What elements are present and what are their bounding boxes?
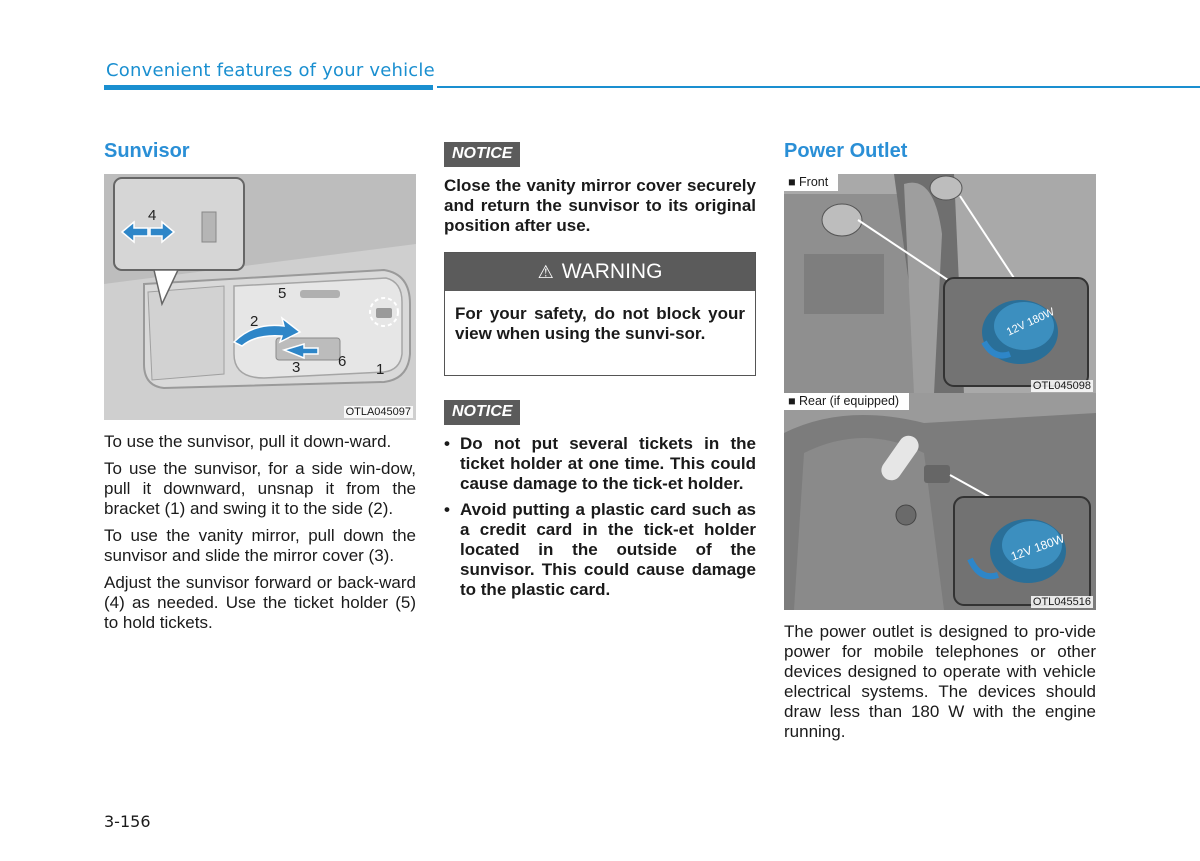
paragraph: To use the sunvisor, pull it down-ward. bbox=[104, 432, 392, 451]
paragraph: The power outlet is designed to pro-vide power for mobile telephones or other devices designed to operate with vehicle electrical systems. The devices should draw less than 180 W with the engine running. bbox=[784, 622, 1096, 741]
figure-code: OTLA045097 bbox=[345, 406, 411, 418]
outlet-cap-label: 12V 180W bbox=[1004, 305, 1057, 339]
outlet-cap-label: 12V 180W bbox=[1009, 531, 1067, 564]
callout-1: 1 bbox=[376, 361, 385, 378]
sunvisor-heading: Sunvisor bbox=[104, 140, 190, 162]
warning-text: For your safety, do not block your view when using the sunvi-sor. bbox=[455, 304, 745, 343]
warning-box bbox=[444, 252, 756, 376]
figure-label: ■ Rear (if equipped) bbox=[784, 393, 909, 410]
power-outlet-rear-figure bbox=[784, 393, 1096, 610]
header-rule-thick bbox=[104, 85, 433, 90]
rear-outlet-illustration bbox=[784, 393, 1096, 610]
callout-3: 3 bbox=[292, 359, 301, 376]
callout-2: 2 bbox=[250, 313, 259, 330]
sunvisor-figure bbox=[104, 174, 416, 420]
notice-text: Close the vanity mirror cover securely and return the sunvisor to its original position after use. bbox=[444, 176, 756, 235]
paragraph: Adjust the sunvisor forward or back-ward (4) as needed. Use the ticket holder (5) to hold tickets. bbox=[104, 573, 416, 632]
power-outlet-heading: Power Outlet bbox=[784, 140, 908, 162]
figure-code: OTL045098 bbox=[1032, 380, 1091, 392]
paragraph: To use the vanity mirror, pull down the sunvisor and slide the mirror cover (3). bbox=[104, 526, 416, 565]
notice-badge: NOTICE bbox=[444, 142, 520, 167]
paragraph: To use the sunvisor, for a side win-dow, pull it downward, unsnap it from the bracket (1) and swing it to the side (2). bbox=[104, 459, 416, 518]
bullet-item: • Avoid putting a plastic card such as a credit card in the tick-et holder located in the outside of the sunvisor. This could cause damage to the plastic card. bbox=[444, 500, 756, 599]
bullet-item: • Do not put several tickets in the ticket holder at one time. This could cause damage to the tick-et holder. bbox=[444, 434, 756, 493]
callout-4: 4 bbox=[148, 207, 157, 224]
warning-icon: ⚠ bbox=[537, 261, 554, 282]
figure-code: OTL045516 bbox=[1032, 596, 1091, 608]
notice-badge: NOTICE bbox=[444, 400, 520, 425]
warning-label: WARNING bbox=[561, 260, 663, 283]
power-outlet-front-figure bbox=[784, 174, 1096, 394]
section-title: Convenient features of your vehicle bbox=[106, 60, 435, 81]
figure-label: ■ Front bbox=[784, 174, 838, 191]
callout-5: 5 bbox=[278, 285, 287, 302]
sunvisor-text bbox=[104, 432, 416, 640]
warning-header bbox=[445, 253, 755, 291]
sunvisor-illustration bbox=[104, 174, 416, 420]
notice-bullet-list bbox=[444, 434, 756, 606]
front-outlet-illustration bbox=[784, 174, 1096, 394]
page-number: 3-156 bbox=[104, 812, 151, 831]
header-rule-thin bbox=[437, 86, 1200, 88]
power-outlet-text bbox=[784, 622, 1096, 749]
callout-6: 6 bbox=[338, 353, 347, 370]
